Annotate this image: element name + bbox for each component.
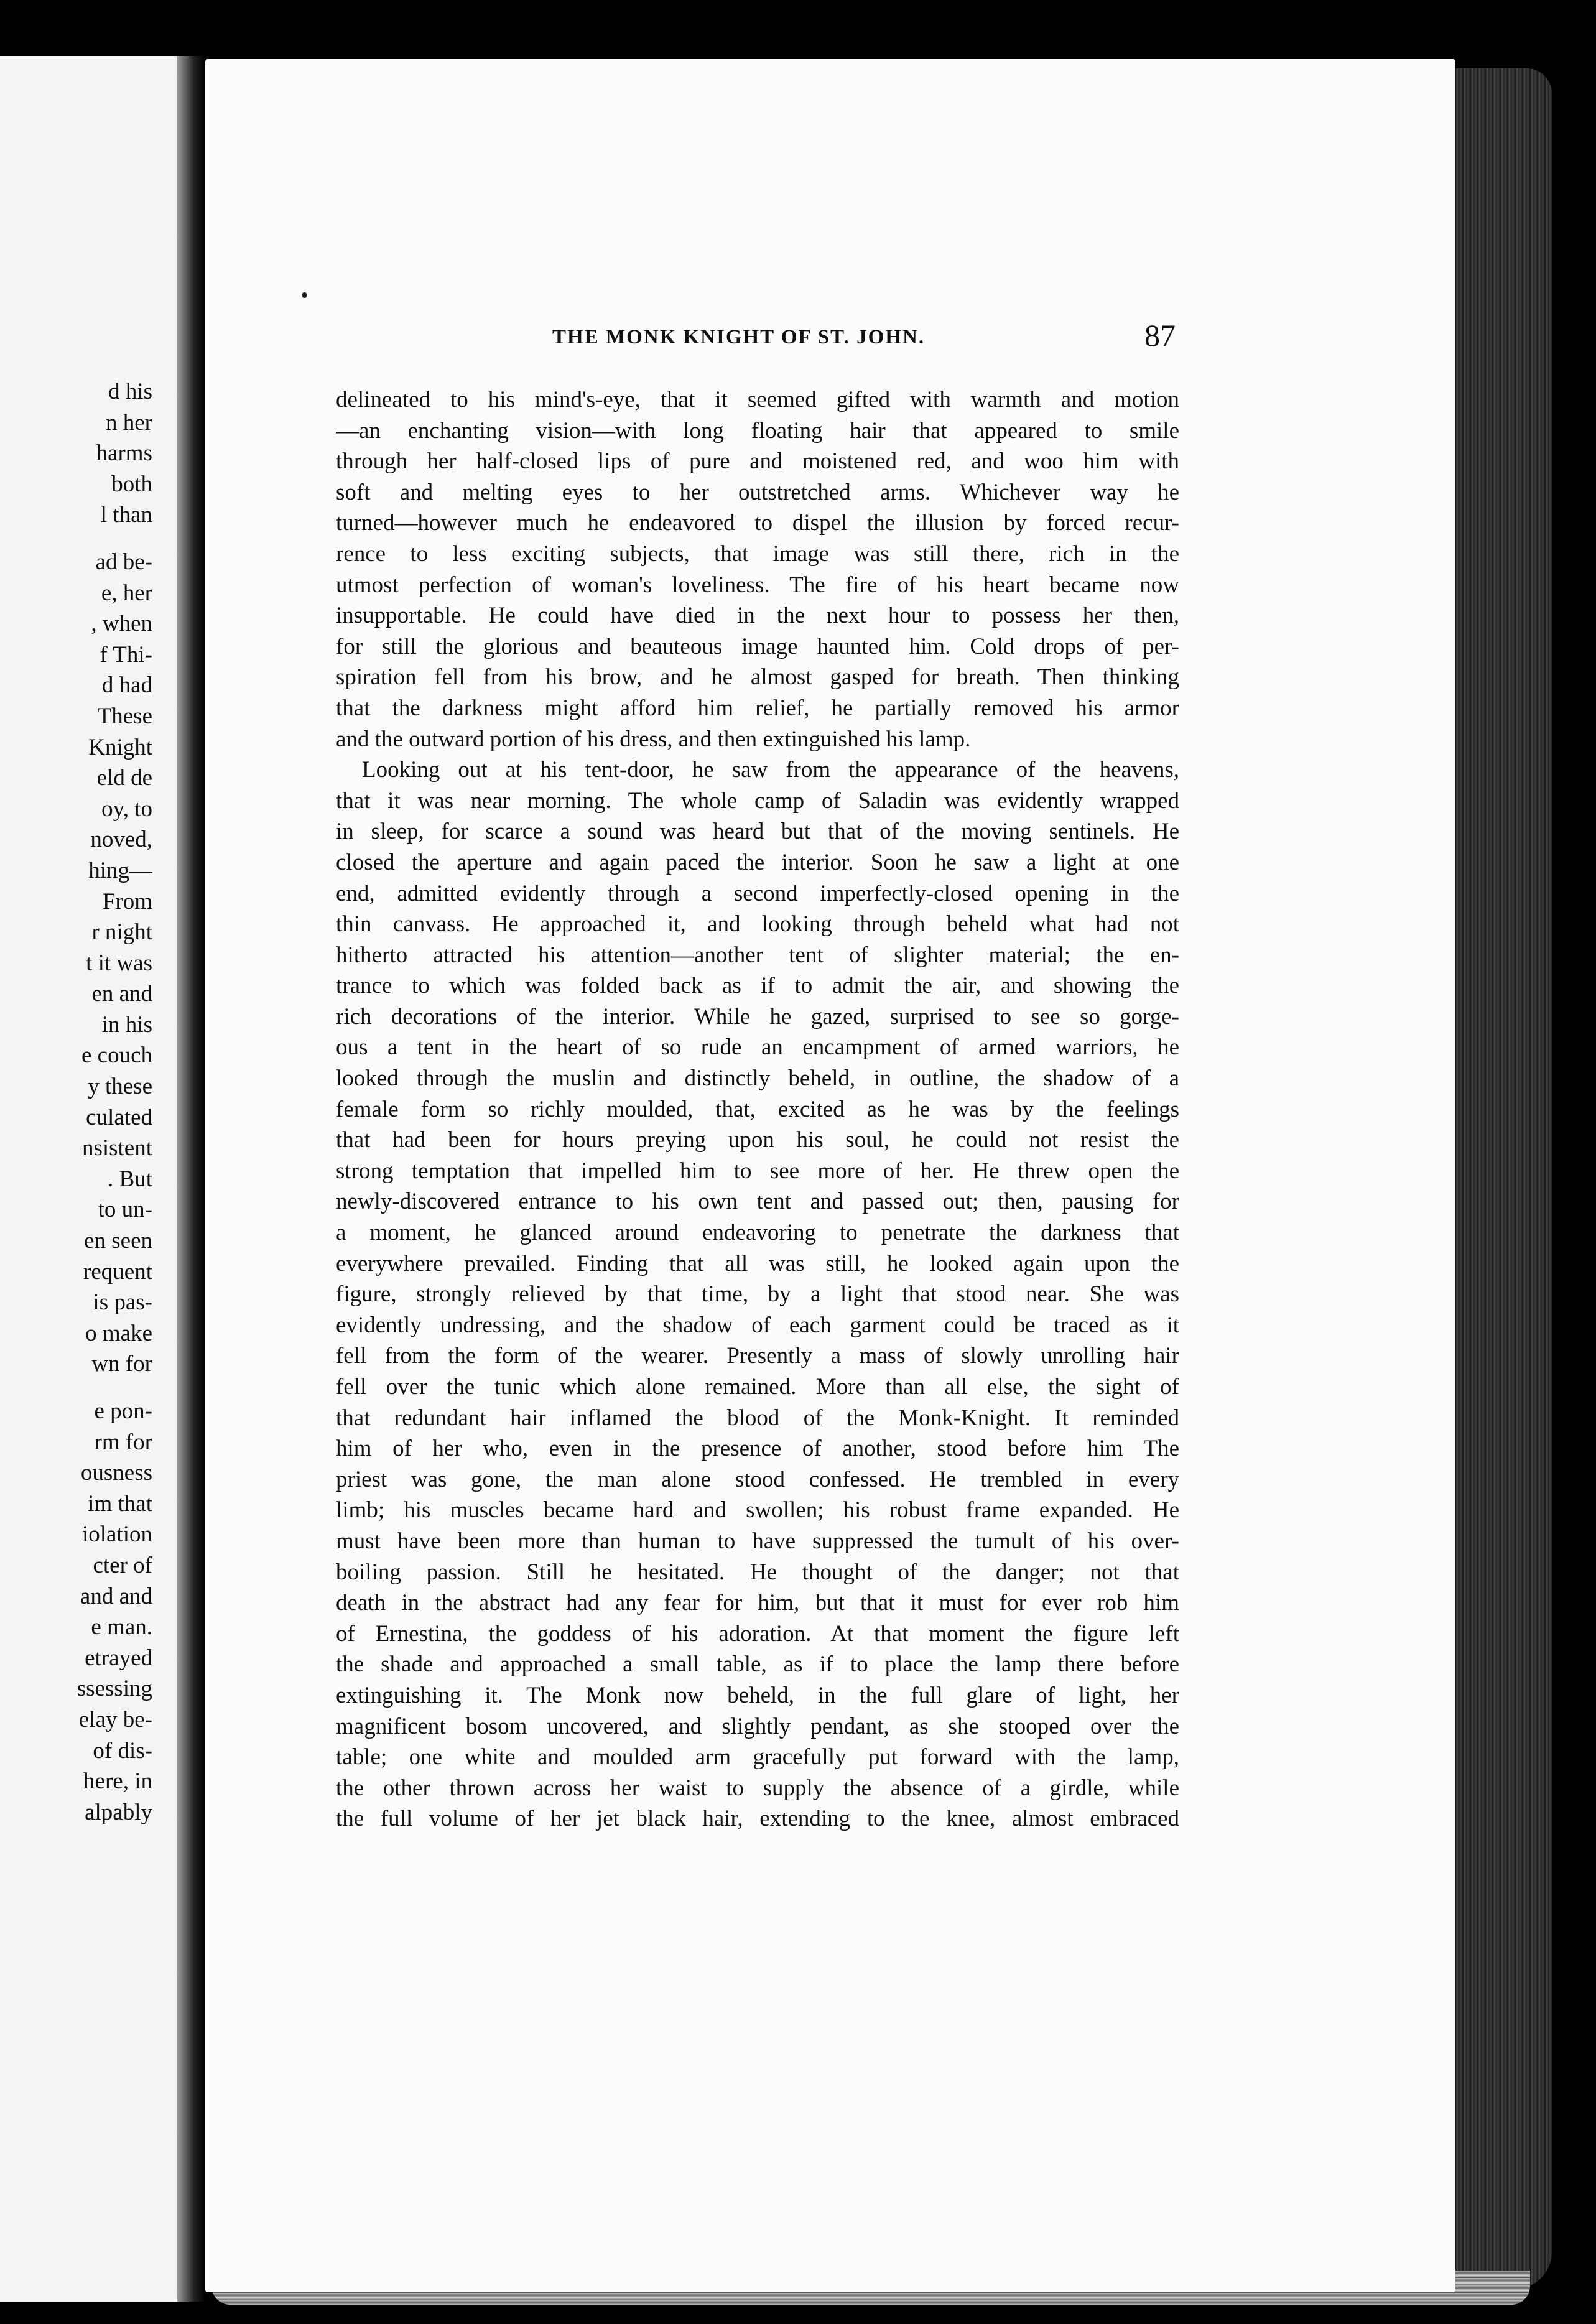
previous-page-line: to un- bbox=[98, 1197, 152, 1223]
text-line: that the darkness might afford him relief, he partially removed his armor bbox=[336, 695, 1179, 721]
previous-page-line: y these bbox=[88, 1074, 152, 1100]
text-line: evidently undressing, and the shadow of each garment could be traced as it bbox=[336, 1312, 1179, 1338]
text-line: strong temptation that impelled him to see more of her. He threw open the bbox=[336, 1158, 1179, 1184]
previous-page-line: From bbox=[102, 888, 152, 914]
previous-page-line: both bbox=[111, 471, 152, 497]
text-line: for still the glorious and beauteous image haunted him. Cold drops of per- bbox=[336, 633, 1179, 659]
previous-page-line: is pas- bbox=[93, 1290, 152, 1316]
text-line: hitherto attracted his attention—another tent of slighter material; the en- bbox=[336, 942, 1179, 968]
text-line: and the outward portion of his dress, and then extinguished his lamp. bbox=[336, 726, 971, 752]
page-number: 87 bbox=[1144, 318, 1176, 353]
text-line: him of her who, even in the presence of another, stood before him The bbox=[336, 1436, 1179, 1462]
previous-page-line: d his bbox=[108, 379, 152, 404]
text-line: limb; his muscles became hard and swollen; his robust frame expanded. He bbox=[336, 1497, 1179, 1523]
text-line: death in the abstract had any fear for him, but that it must for ever rob him bbox=[336, 1590, 1179, 1616]
previous-page-line: noved, bbox=[90, 827, 152, 853]
previous-page-line: wn for bbox=[91, 1351, 152, 1377]
text-line: that had been for hours preying upon his soul, he could not resist the bbox=[336, 1127, 1179, 1153]
text-line: newly-discovered entrance to his own tent and passed out; then, pausing for bbox=[336, 1189, 1179, 1215]
text-line: the other thrown across her waist to supply the absence of a girdle, while bbox=[336, 1775, 1179, 1801]
previous-page-line: alpably bbox=[85, 1799, 152, 1825]
text-line: end, admitted evidently through a second imperfectly-closed opening in the bbox=[336, 880, 1179, 906]
paragraph-gap bbox=[0, 1380, 152, 1396]
previous-page-line: t it was bbox=[86, 950, 152, 976]
running-head: THE MONK KNIGHT OF ST. JOHN. bbox=[552, 326, 926, 348]
ink-speck bbox=[302, 292, 307, 298]
text-line: in sleep, for scarce a sound was heard but that of the moving sentinels. He bbox=[336, 819, 1179, 845]
previous-page-line: eld de bbox=[96, 765, 152, 791]
previous-page-line: e couch bbox=[81, 1043, 152, 1069]
previous-page-line: r night bbox=[91, 919, 152, 946]
previous-page-line: l than bbox=[100, 502, 152, 528]
book-gutter bbox=[177, 56, 205, 2302]
text-line: the shade and approached a small table, as if to place the lamp there before bbox=[336, 1652, 1179, 1678]
text-line: that redundant hair inflamed the blood of the Monk-Knight. It reminded bbox=[336, 1405, 1179, 1431]
text-line: must have been more than human to have suppressed the tumult of his over- bbox=[336, 1528, 1179, 1554]
previous-page-line: o make bbox=[85, 1320, 152, 1346]
text-line: figure, strongly relieved by that time, by a light that stood near. She was bbox=[336, 1281, 1179, 1308]
previous-page-line: f Thi- bbox=[100, 641, 152, 667]
previous-page-line: , when bbox=[91, 611, 152, 637]
previous-page-line: requent bbox=[83, 1258, 152, 1285]
text-line: thin canvass. He approached it, and looking through beheld what had not bbox=[336, 911, 1179, 937]
previous-page-line: ssessing bbox=[77, 1676, 152, 1702]
text-line: rich decorations of the interior. While he gazed, surprised to see so gorge- bbox=[336, 1003, 1179, 1030]
text-line: boiling passion. Still he hesitated. He thought of the danger; not that bbox=[336, 1559, 1179, 1585]
text-line: magnificent bosom uncovered, and slightly pendant, as she stooped over the bbox=[336, 1713, 1179, 1739]
text-line: of Ernestina, the goddess of his adoration. At that moment the figure left bbox=[336, 1620, 1179, 1647]
text-line: fell over the tunic which alone remained. More than all else, the sight of bbox=[336, 1374, 1179, 1400]
previous-page-line: en and bbox=[91, 981, 152, 1007]
previous-page-line: in his bbox=[101, 1011, 152, 1038]
previous-page-line: and and bbox=[80, 1583, 152, 1609]
text-line: utmost perfection of woman's loveliness. The fire of his heart became now bbox=[336, 572, 1179, 598]
previous-page-fragment bbox=[0, 56, 180, 2302]
previous-page-line: iolation bbox=[81, 1522, 152, 1548]
previous-page-line: d had bbox=[101, 672, 152, 699]
text-line: delineated to his mind's-eye, that it seemed gifted with warmth and motion bbox=[336, 387, 1179, 412]
text-line: ous a tent in the heart of so rude an encampment of armed warriors, he bbox=[336, 1034, 1179, 1061]
text-line: insupportable. He could have died in the next hour to possess her then, bbox=[336, 603, 1179, 629]
text-line: looked through the muslin and distinctly beheld, in outline, the shadow of a bbox=[336, 1066, 1179, 1092]
previous-page-line: culated bbox=[86, 1104, 152, 1130]
text-line: spiration fell from his brow, and he almost gasped for breath. Then thinking bbox=[336, 664, 1179, 690]
text-line: the full volume of her jet black hair, extending to the knee, almost embraced bbox=[336, 1806, 1179, 1832]
text-line: female form so richly moulded, that, excited as he was by the feelings bbox=[336, 1096, 1179, 1122]
text-line: —an enchanting vision—with long floating hair that appeared to smile bbox=[336, 417, 1179, 444]
previous-page-line: en seen bbox=[84, 1228, 152, 1254]
previous-page-line: These bbox=[97, 703, 152, 729]
text-line: Looking out at his tent-door, he saw from the appearance of the heavens, bbox=[362, 757, 1179, 783]
previous-page-line: etrayed bbox=[85, 1645, 152, 1671]
previous-page-line: oy, to bbox=[101, 796, 152, 822]
text-line: priest was gone, the man alone stood confessed. He trembled in every bbox=[336, 1466, 1179, 1492]
previous-page-line: cter of bbox=[93, 1552, 152, 1578]
text-line: fell from the form of the wearer. Presently a mass of slowly unrolling hair bbox=[336, 1343, 1179, 1369]
text-line: closed the aperture and again paced the interior. Soon he saw a light at one bbox=[336, 849, 1179, 875]
text-line: that it was near morning. The whole camp of Saladin was evidently wrapped bbox=[336, 788, 1179, 814]
previous-page-line: of dis- bbox=[93, 1737, 152, 1764]
text-line: rence to less exciting subjects, that image was still there, rich in the bbox=[336, 541, 1179, 567]
previous-page-line: Knight bbox=[88, 734, 152, 760]
previous-page-line: rm for bbox=[94, 1429, 152, 1455]
previous-page-line: n her bbox=[106, 409, 152, 435]
text-line: table; one white and moulded arm gracefully put forward with the lamp, bbox=[336, 1744, 1179, 1770]
text-line: extinguishing it. The Monk now beheld, in the full glare of light, her bbox=[336, 1682, 1179, 1708]
previous-page-line: . But bbox=[108, 1166, 152, 1192]
previous-page-line: elay be- bbox=[78, 1706, 152, 1732]
text-line: through her half-closed lips of pure and moistened red, and woo him with bbox=[336, 449, 1179, 475]
previous-page-line: hing— bbox=[88, 857, 152, 883]
body-text bbox=[336, 384, 1179, 1834]
previous-page-line: e, her bbox=[101, 580, 152, 606]
text-line: turned—however much he endeavored to dispel the illusion by forced recur- bbox=[336, 510, 1179, 536]
text-line: a moment, he glanced around endeavoring to penetrate the darkness that bbox=[336, 1220, 1179, 1246]
text-line: everywhere prevailed. Finding that all was still, he looked again upon the bbox=[336, 1250, 1179, 1276]
previous-page-line: here, in bbox=[83, 1769, 152, 1795]
previous-page-line: e pon- bbox=[94, 1398, 152, 1424]
previous-page-line: im that bbox=[88, 1490, 152, 1517]
text-line: trance to which was folded back as if to admit the air, and showing the bbox=[336, 973, 1179, 999]
previous-page-line: ad be- bbox=[95, 549, 152, 575]
previous-page-line: e man. bbox=[91, 1614, 152, 1640]
previous-page-line: ousness bbox=[80, 1460, 152, 1486]
previous-page-line: nsistent bbox=[81, 1135, 152, 1161]
previous-page-text bbox=[0, 376, 152, 1828]
text-line: soft and melting eyes to her outstretched arms. Whichever way he bbox=[336, 479, 1179, 505]
paragraph-gap bbox=[0, 531, 152, 547]
previous-page-line: harms bbox=[96, 440, 152, 467]
